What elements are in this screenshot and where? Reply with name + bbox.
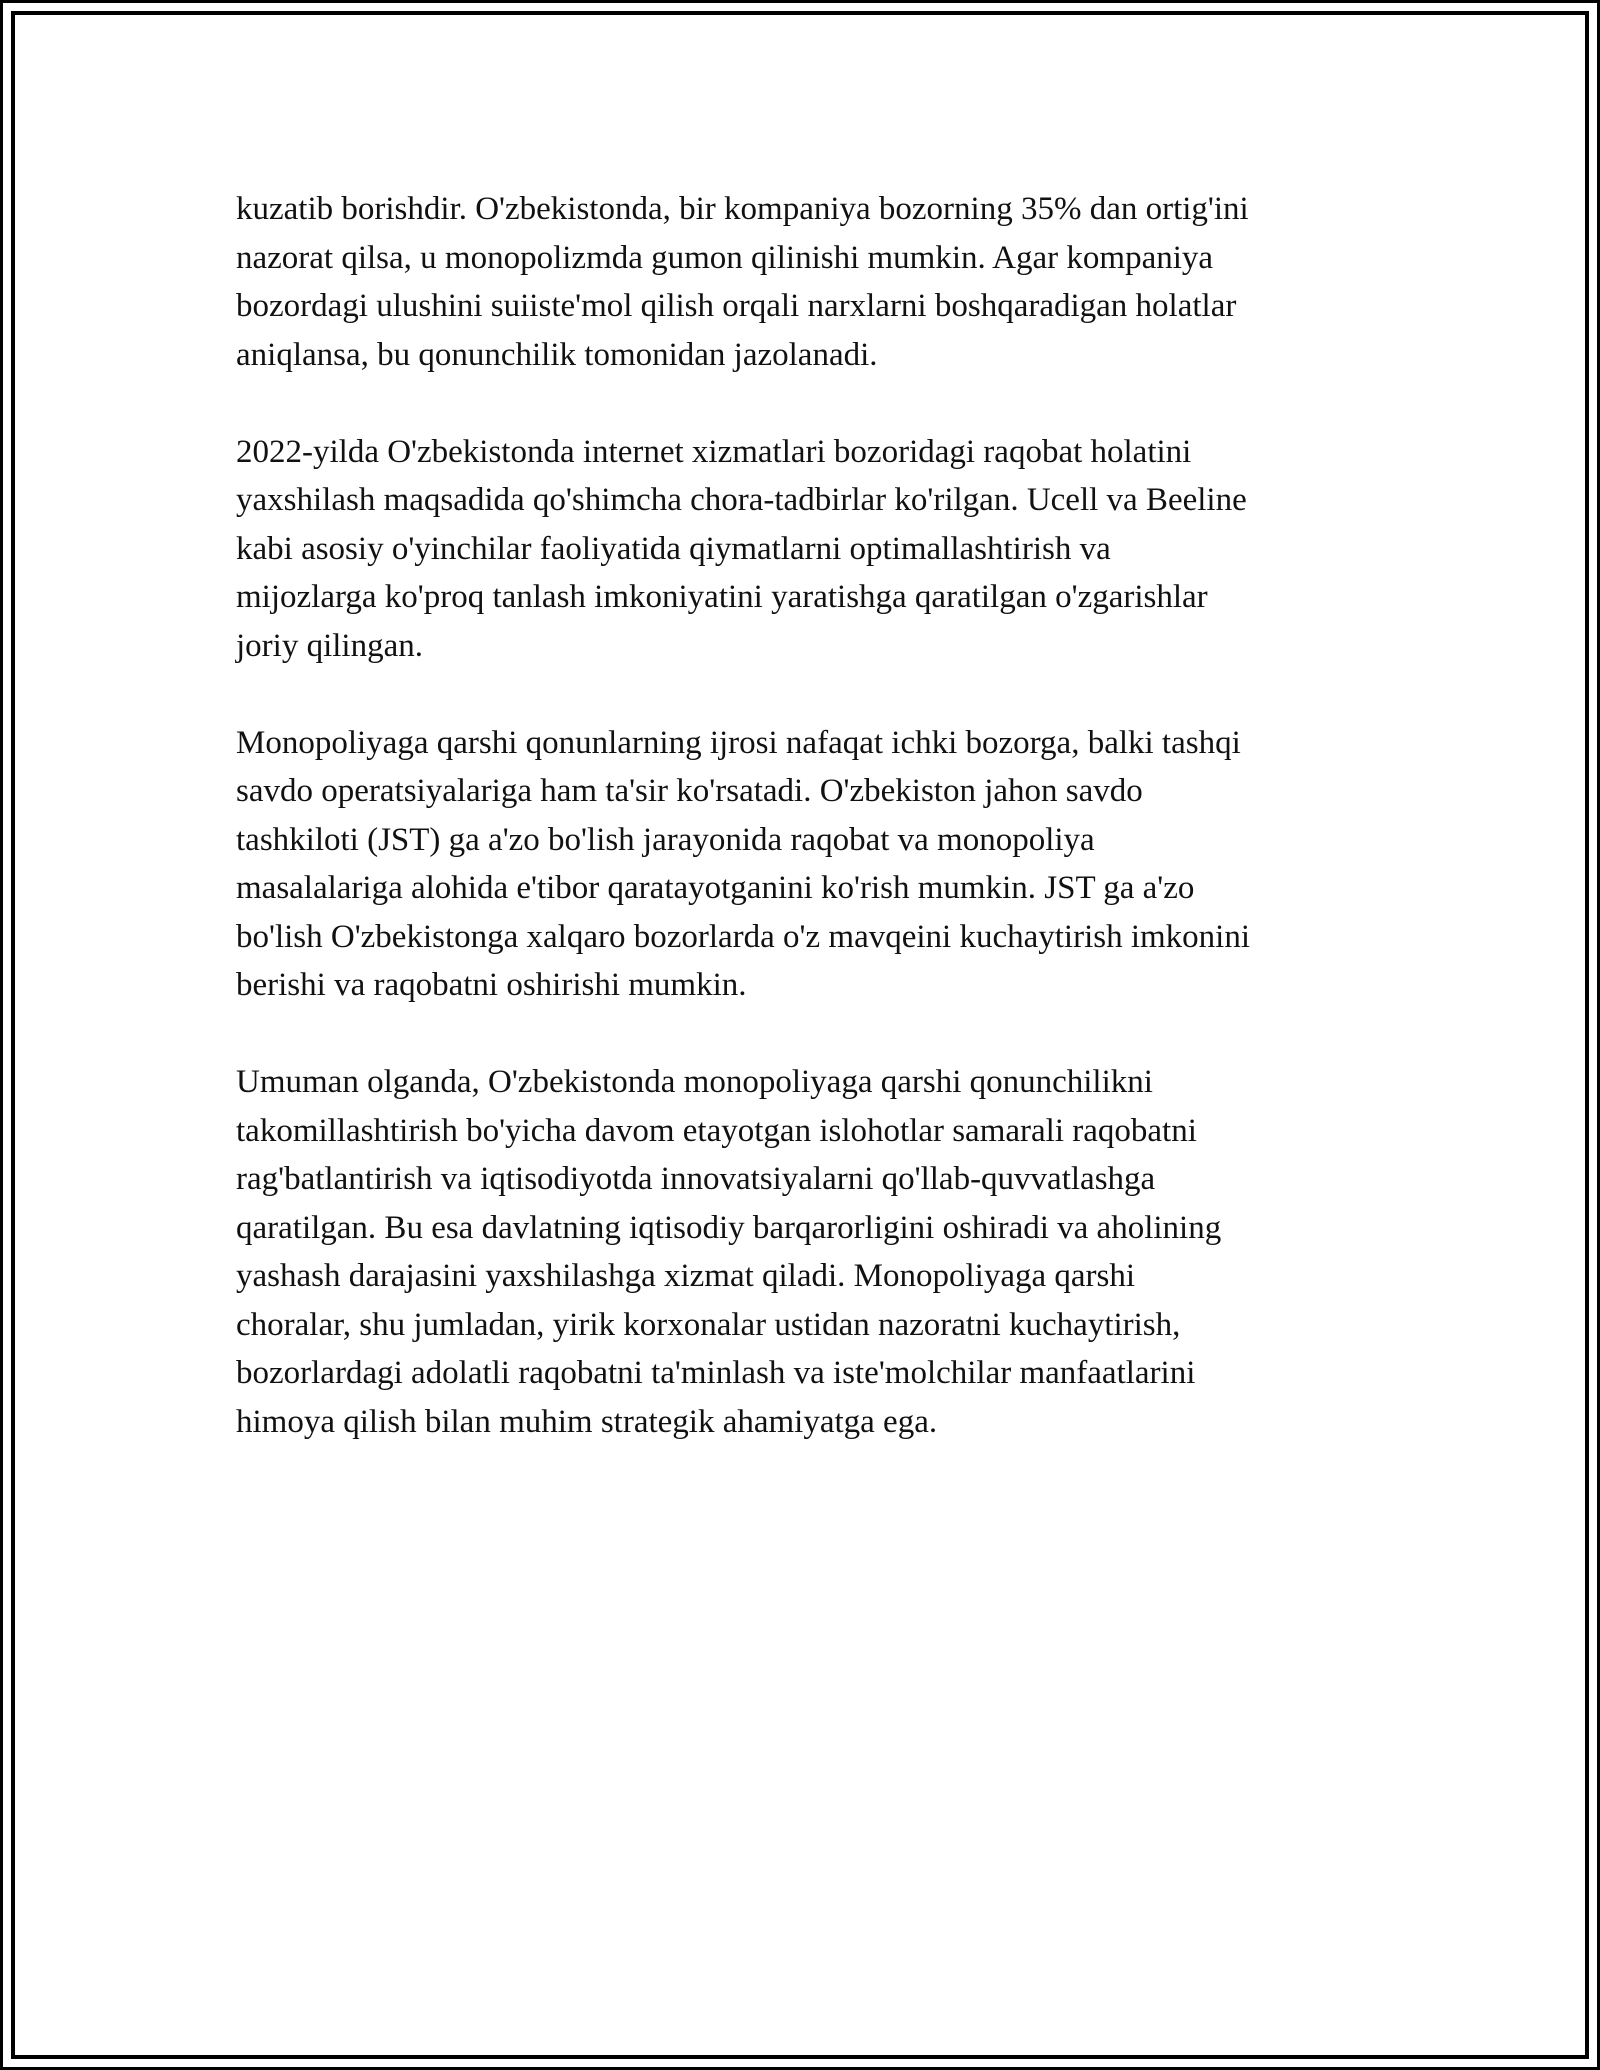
paragraph-4: Umuman olganda, O'zbekistonda monopoliyaga qarshi qonunchilikni takomillashtirish bo'yicha davom etayotgan islohotlar samarali raqobatni rag'batlantirish va iqtisodiyotda innovatsiyalarni qo'llab-quvvatlashga qaratilgan. Bu esa davlatning iqtisodiy barqarorligini oshiradi va aholining yashash darajasini yaxshilashga xizmat qiladi. Monopoliyaga qarshi choralar, shu jumladan, yirik korxonalar ustidan nazoratni kuchaytirish, bozorlardagi adolatli raqobatni ta'minlash va iste'molchilar manfaatlarini himoya qilish bilan muhim strategik ahamiyatga ega. — [236, 1064, 1222, 1440]
paragraph-2: 2022-yilda O'zbekistonda internet xizmatlari bozoridagi raqobat holatini yaxshilash maqsadida qo'shimcha chora-tadbirlar ko'rilgan. Ucell va Beeline kabi asosiy o'yinchilar faoliyatida qiymatlarni optimallashtirish va mijozlarga ko'proq tanlash imkoniyatini yaratishga qaratilgan o'zgarishlar joriy qilingan. — [236, 433, 1247, 664]
paragraph-3: Monopoliyaga qarshi qonunlarning ijrosi nafaqat ichki bozorga, balki tashqi savdo operatsiyalariga ham ta'sir ko'rsatadi. O'zbekiston jahon savdo tashkiloti (JST) ga a'zo bo'lish jarayonida raqobat va monopoliya masalalariga alohida e'tibor qaratayotganini ko'rish mumkin. JST ga a'zo bo'lish O'zbekistonga xalqaro bozorlarda o'z mavqeini kuchaytirish imkonini berishi va raqobatni oshirishi mumkin. — [236, 724, 1251, 1003]
document-body — [236, 185, 1386, 1495]
paragraph-1: kuzatib borishdir. O'zbekistonda, bir kompaniya bozorning 35% dan ortig'ini nazorat qilsa, u monopolizmda gumon qilinishi mumkin. Agar kompaniya bozordagi ulushini suiiste'mol qilish orqali narxlarni boshqaradigan holatlar aniqlansa, bu qonunchilik tomonidan jazolanadi. — [236, 191, 1249, 373]
